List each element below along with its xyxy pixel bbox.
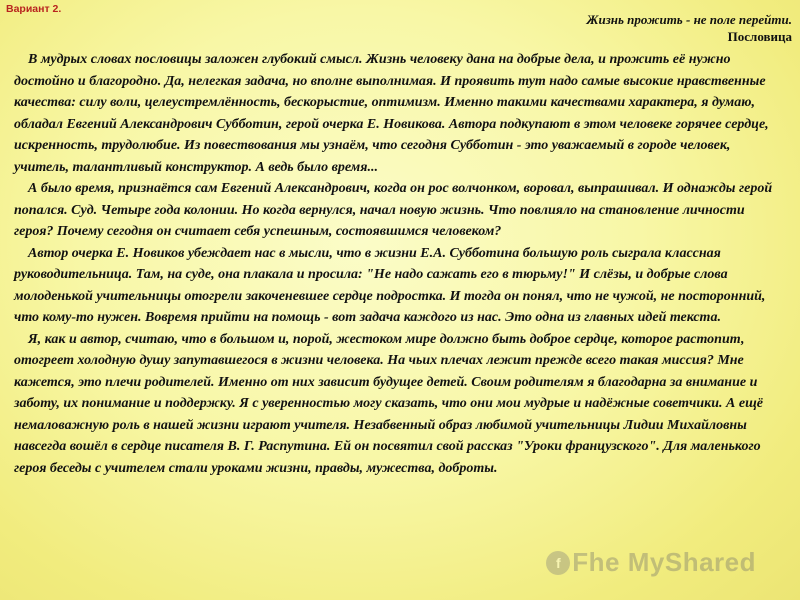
paragraph-1: В мудрых словах пословицы заложен глубокий смысл. Жизнь человеку дана на добрые дела, и прожить её нужно достойно и благородно. Да, нелегкая задача, но вполне выполнимая. И проявить тут надо самые высокие нравственные качества: силу воли, целеустремлённость, бескорыстие, оптимизм. Именно такими качествами характера, я думаю, обладал Евгений Александрович Субботин, герой очерка Е. Новикова. Автора подкупают в этом человеке горячее сердце, искренность, трудолюбие. Из повествования мы узнаём, что сегодня Субботин - это уважаемый в городе человек, учитель, талантливый конструктор. А ведь было время... [14, 52, 769, 175]
epigraph [587, 11, 792, 45]
essay-text [14, 49, 784, 479]
epigraph-quote: Жизнь прожить - не поле перейти. [586, 12, 792, 27]
watermark-text: Fhe MyShared [572, 547, 756, 577]
paragraph-2: А было время, признаётся сам Евгений Александрович, когда он рос волчонком, воровал, выпрашивал. И однажды герой попался. Суд. Четыре года колонии. Но когда вернулся, начал новую жизнь. Что повлияло на становление личности героя? Почему сегодня он считает себя успешным, состоявшимся человеком? [14, 181, 773, 239]
paragraph-4: Я, как и автор, считаю, что в большом и, порой, жестоком мире должно быть доброе сердце, которое растопит, отогреет холодную душу запутавшегося в жизни человека. На чьих плечах лежит прежде всего такая миссия? Мне кажется, это плечи родителей. Именно от них зависит будущее детей. Своим родителям я благодарна за внимание и заботу, их понимание и поддержку. Я с уверенностью могу сказать, что они мои мудрые и надёжные советчики. А ещё немаловажную роль в нашей жизни играют учителя. Незабвенный образ любимой учительницы Лидии Михайловны навсегда вошёл в сердце писателя В. Г. Распутина. Ей он посвятил свой рассказ "Уроки французского". Для маленького героя беседы с учителем стали уроками жизни, правды, мужества, доброты. [14, 331, 763, 476]
watermark [546, 547, 756, 578]
epigraph-source: Пословица [727, 29, 792, 44]
variant-label: Вариант 2. [6, 3, 62, 15]
watermark-logo-icon: f [546, 551, 570, 575]
paragraph-3: Автор очерка Е. Новиков убеждает нас в мысли, что в жизни Е.А. Субботина большую роль сыграла классная руководительница. Там, на суде, она плакала и просила: "Не надо сажать его в тюрьму!" И слёзы, и добрые слова молоденькой учительницы отогрели закоченевшее сердце подростка. И тогда он понял, что не чужой, не посторонний, что кому-то нужен. Вовремя прийти на помощь - вот задача каждого из нас. Это одна из главных идей текста. [14, 245, 766, 325]
